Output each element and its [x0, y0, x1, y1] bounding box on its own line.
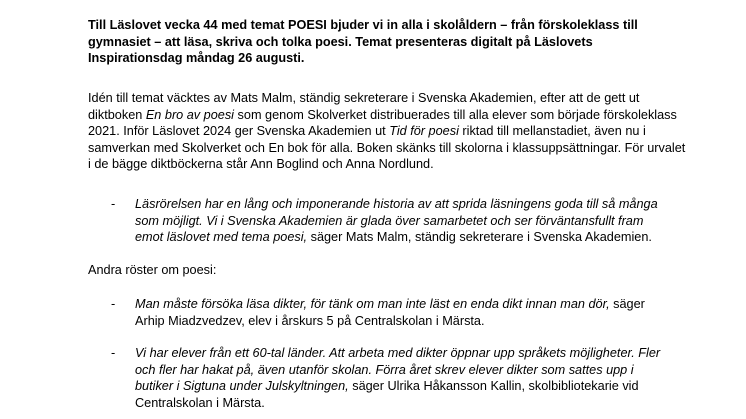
background-text-b: som genom Skolverket distribuerades till alla elever som började förskoleklass 2021. Inför Läslovet 2024 ger Svenska Akademien ut: [88, 107, 677, 138]
list-dash: -: [111, 297, 116, 311]
quote-attribution: säger Arhip Miadzvedzev, elev i årskurs 5 på Centralskolan i Märsta.: [135, 297, 645, 328]
list-dash: -: [111, 346, 116, 360]
quote-ulrika: [135, 345, 665, 411]
book-title-en-bro-av-poesi: En bro av poesi: [145, 107, 235, 122]
quote-attribution: säger Ulrika Håkansson Kallin, skolbibliotekarie vid Centralskolan i Märsta.: [135, 379, 639, 410]
background-text-a: Idén till temat väcktes av Mats Malm, ständig sekreterare i Svenska Akademien, efter att de gett ut diktboken: [88, 91, 640, 122]
quote-arhip: [135, 296, 665, 329]
background-text-c: riktad till mellanstadiet, även nu i samverkan med Skolverket och En bok för alla. Boken skänks till skolorna i klassuppsättningar. För urvalet i de bägge diktböckerna står Ann Boglind och Anna Nordlund.: [88, 124, 686, 171]
quote-text: Vi har elever från ett 60-tal länder. Att arbeta med dikter öppnar upp språkets möjligheter. Fler och fler har hakat på, även utanför skolan. Förra året skrev elever dikter som sattes upp i butiker i Sigtuna under Julskyltningen,: [135, 346, 661, 393]
intro-paragraph: Till Läslovet vecka 44 med temat POESI bjuder vi in alla i skolåldern – från förskoleklass till gymnasiet – att läsa, skriva och tolka poesi. Temat presenteras digitalt på Läslovets Inspirationsdag måndag 26 augusti.: [88, 18, 638, 65]
quote-mats-malm: [135, 196, 665, 246]
book-title-tid-for-poesi: Tid för poesi: [389, 124, 459, 138]
list-dash: -: [111, 197, 116, 211]
background-paragraph: [88, 90, 688, 173]
other-voices-heading: Andra röster om poesi:: [88, 263, 217, 277]
quote-text: Man måste försöka läsa dikter, för tänk om man inte läst en enda dikt innan man dör,: [135, 297, 610, 311]
quote-text: Läsrörelsen har en lång och imponerande historia av att sprida läsningens goda till så många som möjligt. Vi i Svenska Akademien är glada över samarbetet och ser förväntansfullt fram emot läslovet med tema poesi,: [135, 197, 658, 244]
quote-attribution: säger Mats Malm, ständig sekreterare i Svenska Akademien.: [307, 230, 652, 244]
